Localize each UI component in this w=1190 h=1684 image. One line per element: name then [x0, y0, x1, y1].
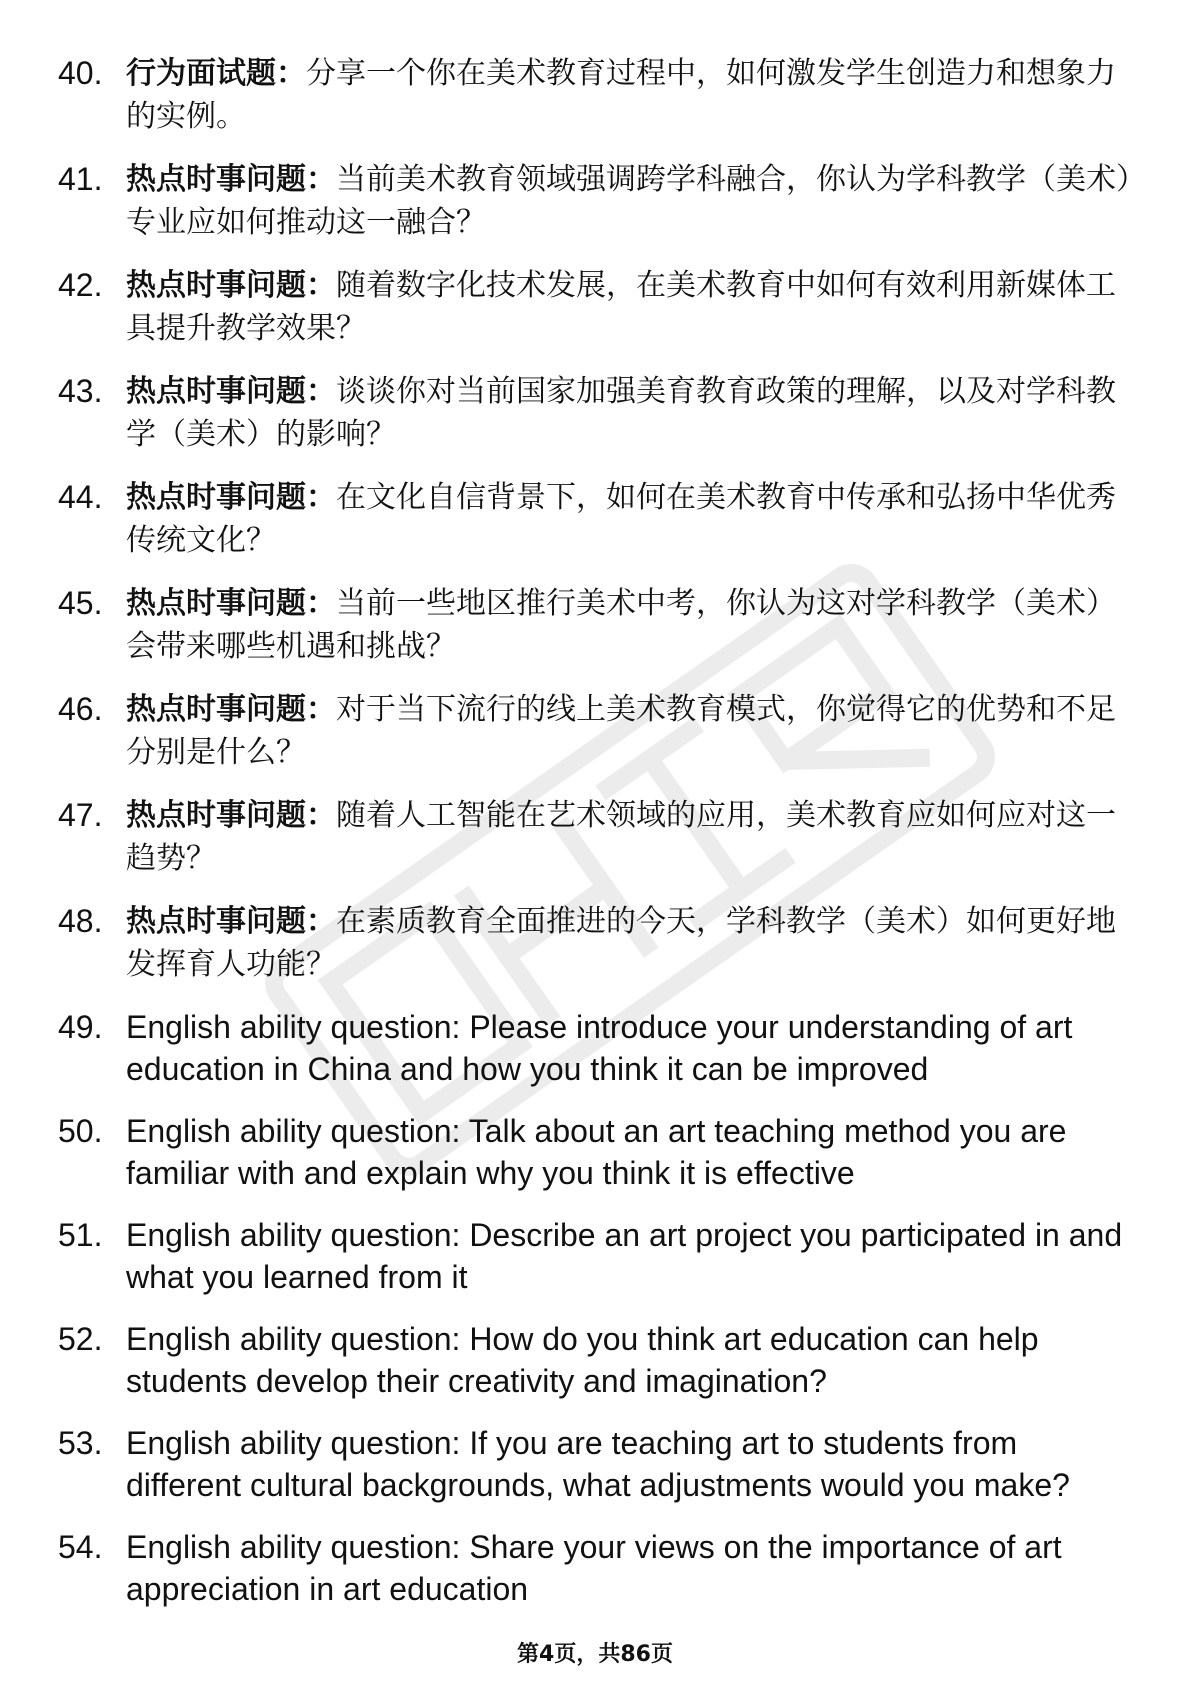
list-item — [58, 688, 1138, 774]
question-number: 45. — [58, 585, 103, 621]
question-body: 随着人工智能在艺术领域的应用，美术教育应如何应对这一趋势？ — [126, 798, 1116, 876]
question-category: 热点时事问题： — [126, 904, 336, 939]
question-category: 热点时事问题： — [126, 480, 336, 515]
question-text — [126, 476, 1138, 562]
list-item — [58, 582, 1138, 668]
question-number: 54. — [58, 1529, 103, 1565]
list-item — [58, 264, 1138, 350]
list-item — [58, 900, 1138, 986]
question-number: 50. — [58, 1113, 103, 1149]
list-item — [58, 52, 1138, 138]
list-item — [58, 1006, 1138, 1090]
question-number: 44. — [58, 479, 103, 515]
list-item — [58, 158, 1138, 244]
question-text — [126, 582, 1138, 668]
list-item — [58, 1214, 1138, 1298]
question-text — [126, 900, 1138, 986]
question-body: 随着数字化技术发展，在美术教育中如何有效利用新媒体工具提升教学效果？ — [126, 268, 1116, 346]
question-text: English ability question: Describe an art project you participated in and what you learned from it — [126, 1217, 1123, 1295]
list-item — [58, 476, 1138, 562]
question-list — [58, 52, 1138, 1630]
question-body: 分享一个你在美术教育过程中，如何激发学生创造力和想象力的实例。 — [126, 56, 1116, 134]
question-number: 49. — [58, 1009, 103, 1045]
list-item — [58, 1526, 1138, 1610]
question-text — [126, 158, 1138, 244]
list-item — [58, 370, 1138, 456]
question-text: English ability question: Please introduce your understanding of art education in China and how you think it can be improved — [126, 1009, 1073, 1087]
list-item — [58, 794, 1138, 880]
question-body: 当前美术教育领域强调跨学科融合，你认为学科教学（美术）专业应如何推动这一融合？ — [126, 162, 1131, 240]
question-number: 52. — [58, 1321, 103, 1357]
page-number-footer: 第4页，共86页 — [517, 1642, 673, 1667]
list-item — [58, 1318, 1138, 1402]
question-text — [126, 264, 1138, 350]
question-text: English ability question: Share your views on the importance of art appreciation in art education — [126, 1529, 1062, 1607]
question-category: 热点时事问题： — [126, 798, 336, 833]
question-body: 在素质教育全面推进的今天，学科教学（美术）如何更好地发挥育人功能？ — [126, 904, 1116, 982]
question-number: 48. — [58, 903, 103, 939]
question-number: 42. — [58, 267, 103, 303]
question-body: 对于当下流行的线上美术教育模式，你觉得它的优势和不足分别是什么？ — [126, 692, 1116, 770]
question-category: 热点时事问题： — [126, 692, 336, 727]
list-item — [58, 1422, 1138, 1506]
question-number: 51. — [58, 1217, 103, 1253]
question-number: 43. — [58, 373, 103, 409]
question-text — [126, 52, 1138, 138]
question-category: 热点时事问题： — [126, 586, 336, 621]
question-body: 谈谈你对当前国家加强美育教育政策的理解，以及对学科教学（美术）的影响？ — [126, 374, 1116, 452]
question-category: 热点时事问题： — [126, 268, 336, 303]
question-number: 47. — [58, 797, 103, 833]
question-text — [126, 370, 1138, 456]
list-item — [58, 1110, 1138, 1194]
question-number: 53. — [58, 1425, 103, 1461]
question-text: English ability question: How do you think art education can help students develop their creativity and imagination? — [126, 1321, 1039, 1399]
question-text — [126, 688, 1138, 774]
question-category: 热点时事问题： — [126, 374, 336, 409]
question-number: 41. — [58, 161, 103, 197]
question-body: 在文化自信背景下，如何在美术教育中传承和弘扬中华优秀传统文化？ — [126, 480, 1116, 558]
question-number: 40. — [58, 55, 103, 91]
question-body: 当前一些地区推行美术中考，你认为这对学科教学（美术）会带来哪些机遇和挑战？ — [126, 586, 1116, 664]
question-text: English ability question: Talk about an art teaching method you are familiar with and explain why you think it is effective — [126, 1113, 1067, 1191]
question-text: English ability question: If you are teaching art to students from different cultural backgrounds, what adjustments would you make? — [126, 1425, 1070, 1503]
question-number: 46. — [58, 691, 103, 727]
question-category: 热点时事问题： — [126, 162, 336, 197]
question-category: 行为面试题： — [126, 56, 306, 91]
question-text — [126, 794, 1138, 880]
